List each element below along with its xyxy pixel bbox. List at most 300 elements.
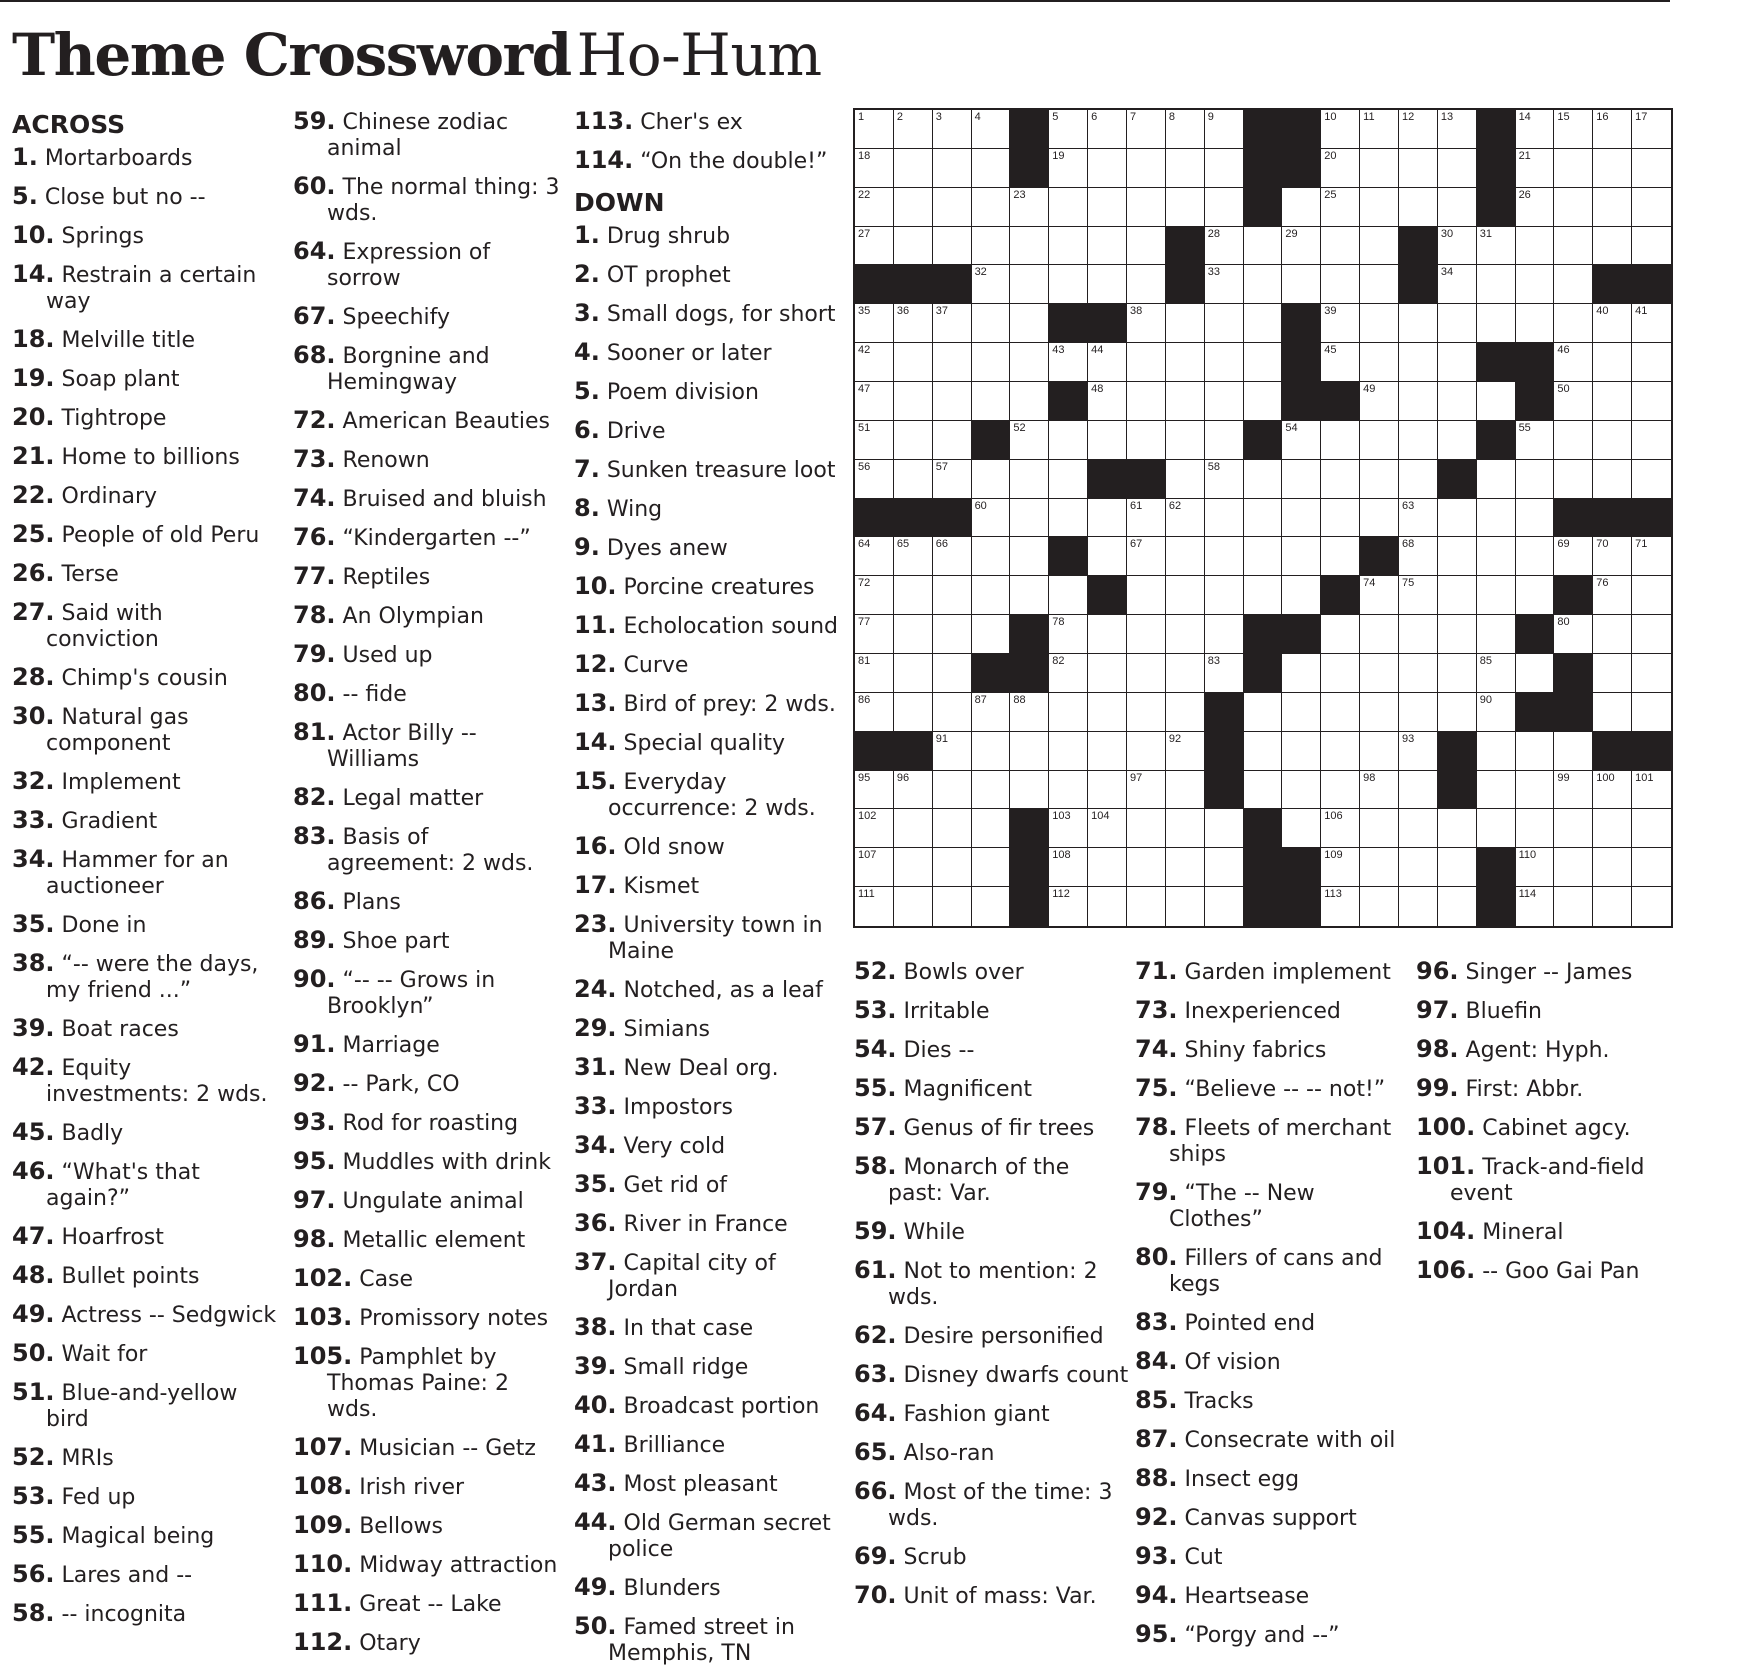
- grid-cell[interactable]: [1593, 343, 1632, 382]
- grid-cell[interactable]: [1360, 771, 1399, 810]
- grid-cell[interactable]: [972, 887, 1011, 926]
- grid-cell[interactable]: [1205, 537, 1244, 576]
- grid-cell[interactable]: [1010, 499, 1049, 538]
- grid-cell[interactable]: [1554, 732, 1593, 771]
- grid-cell[interactable]: [1127, 615, 1166, 654]
- grid-cell[interactable]: [1593, 304, 1632, 343]
- grid-cell[interactable]: [1438, 887, 1477, 926]
- grid-cell[interactable]: [1477, 693, 1516, 732]
- grid-cell[interactable]: [1205, 421, 1244, 460]
- grid-cell[interactable]: [1205, 848, 1244, 887]
- grid-cell[interactable]: [1593, 382, 1632, 421]
- grid-cell[interactable]: [1477, 654, 1516, 693]
- grid-cell[interactable]: [933, 227, 972, 266]
- grid-cell[interactable]: [1166, 343, 1205, 382]
- grid-cell[interactable]: [1399, 654, 1438, 693]
- grid-cell[interactable]: [972, 188, 1011, 227]
- grid-cell[interactable]: [855, 537, 894, 576]
- grid-cell[interactable]: [1244, 265, 1283, 304]
- grid-cell[interactable]: [1360, 110, 1399, 149]
- grid-cell[interactable]: [1166, 771, 1205, 810]
- grid-cell[interactable]: [1166, 304, 1205, 343]
- grid-cell[interactable]: [1360, 460, 1399, 499]
- grid-cell[interactable]: [1166, 382, 1205, 421]
- grid-cell[interactable]: [894, 848, 933, 887]
- grid-cell[interactable]: [894, 693, 933, 732]
- grid-cell[interactable]: [1554, 848, 1593, 887]
- grid-cell[interactable]: [1166, 188, 1205, 227]
- grid-cell[interactable]: [1593, 576, 1632, 615]
- grid-cell[interactable]: [1516, 227, 1555, 266]
- grid-cell[interactable]: [1399, 460, 1438, 499]
- grid-cell[interactable]: [1516, 848, 1555, 887]
- grid-cell[interactable]: [972, 848, 1011, 887]
- grid-cell[interactable]: [1593, 421, 1632, 460]
- grid-cell[interactable]: [1321, 110, 1360, 149]
- grid-cell[interactable]: [1399, 110, 1438, 149]
- grid-cell[interactable]: [1477, 732, 1516, 771]
- grid-cell[interactable]: [1244, 499, 1283, 538]
- grid-cell[interactable]: [1010, 421, 1049, 460]
- grid-cell[interactable]: [1438, 615, 1477, 654]
- grid-cell[interactable]: [1360, 382, 1399, 421]
- grid-cell[interactable]: [855, 809, 894, 848]
- grid-cell[interactable]: [1554, 343, 1593, 382]
- grid-cell[interactable]: [1593, 809, 1632, 848]
- grid-cell[interactable]: [894, 304, 933, 343]
- grid-cell[interactable]: [1516, 188, 1555, 227]
- grid-cell[interactable]: [1049, 693, 1088, 732]
- grid-cell[interactable]: [1477, 537, 1516, 576]
- grid-cell[interactable]: [1010, 576, 1049, 615]
- grid-cell[interactable]: [933, 304, 972, 343]
- grid-cell[interactable]: [1127, 693, 1166, 732]
- grid-cell[interactable]: [972, 732, 1011, 771]
- grid-cell[interactable]: [1282, 537, 1321, 576]
- grid-cell[interactable]: [1477, 227, 1516, 266]
- grid-cell[interactable]: [1127, 809, 1166, 848]
- grid-cell[interactable]: [1166, 576, 1205, 615]
- grid-cell[interactable]: [1321, 654, 1360, 693]
- grid-cell[interactable]: [933, 188, 972, 227]
- grid-cell[interactable]: [1593, 771, 1632, 810]
- grid-cell[interactable]: [1321, 188, 1360, 227]
- grid-cell[interactable]: [1438, 537, 1477, 576]
- grid-cell[interactable]: [933, 771, 972, 810]
- grid-cell[interactable]: [1205, 343, 1244, 382]
- grid-cell[interactable]: [972, 304, 1011, 343]
- grid-cell[interactable]: [1438, 693, 1477, 732]
- grid-cell[interactable]: [1399, 537, 1438, 576]
- grid-cell[interactable]: [1438, 343, 1477, 382]
- grid-cell[interactable]: [894, 188, 933, 227]
- grid-cell[interactable]: [1088, 848, 1127, 887]
- grid-cell[interactable]: [1399, 576, 1438, 615]
- grid-cell[interactable]: [1088, 343, 1127, 382]
- grid-cell[interactable]: [1088, 732, 1127, 771]
- grid-cell[interactable]: [855, 188, 894, 227]
- grid-cell[interactable]: [1632, 654, 1671, 693]
- grid-cell[interactable]: [1282, 809, 1321, 848]
- grid-cell[interactable]: [1438, 149, 1477, 188]
- grid-cell[interactable]: [1321, 732, 1360, 771]
- grid-cell[interactable]: [1360, 887, 1399, 926]
- grid-cell[interactable]: [1360, 188, 1399, 227]
- grid-cell[interactable]: [972, 460, 1011, 499]
- grid-cell[interactable]: [1321, 265, 1360, 304]
- grid-cell[interactable]: [1205, 227, 1244, 266]
- grid-cell[interactable]: [1516, 887, 1555, 926]
- grid-cell[interactable]: [1360, 265, 1399, 304]
- grid-cell[interactable]: [894, 771, 933, 810]
- grid-cell[interactable]: [1127, 732, 1166, 771]
- grid-cell[interactable]: [1477, 771, 1516, 810]
- grid-cell[interactable]: [1360, 421, 1399, 460]
- grid-cell[interactable]: [1438, 382, 1477, 421]
- grid-cell[interactable]: [1205, 654, 1244, 693]
- grid-cell[interactable]: [1049, 654, 1088, 693]
- grid-cell[interactable]: [1632, 809, 1671, 848]
- grid-cell[interactable]: [855, 149, 894, 188]
- grid-cell[interactable]: [1321, 149, 1360, 188]
- grid-cell[interactable]: [1127, 227, 1166, 266]
- grid-cell[interactable]: [1632, 149, 1671, 188]
- grid-cell[interactable]: [1321, 421, 1360, 460]
- grid-cell[interactable]: [1205, 615, 1244, 654]
- grid-cell[interactable]: [1477, 265, 1516, 304]
- grid-cell[interactable]: [1516, 732, 1555, 771]
- grid-cell[interactable]: [894, 343, 933, 382]
- grid-cell[interactable]: [1554, 809, 1593, 848]
- grid-cell[interactable]: [1360, 809, 1399, 848]
- grid-cell[interactable]: [1244, 771, 1283, 810]
- grid-cell[interactable]: [1049, 265, 1088, 304]
- grid-cell[interactable]: [933, 537, 972, 576]
- grid-cell[interactable]: [972, 809, 1011, 848]
- grid-cell[interactable]: [894, 110, 933, 149]
- grid-cell[interactable]: [1516, 771, 1555, 810]
- grid-cell[interactable]: [1088, 537, 1127, 576]
- grid-cell[interactable]: [894, 615, 933, 654]
- grid-cell[interactable]: [1010, 460, 1049, 499]
- grid-cell[interactable]: [1593, 460, 1632, 499]
- grid-cell[interactable]: [1399, 304, 1438, 343]
- grid-cell[interactable]: [1360, 848, 1399, 887]
- grid-cell[interactable]: [1166, 110, 1205, 149]
- grid-cell[interactable]: [1049, 771, 1088, 810]
- grid-cell[interactable]: [1282, 227, 1321, 266]
- grid-cell[interactable]: [933, 732, 972, 771]
- grid-cell[interactable]: [855, 576, 894, 615]
- grid-cell[interactable]: [855, 110, 894, 149]
- grid-cell[interactable]: [1399, 421, 1438, 460]
- grid-cell[interactable]: [1244, 576, 1283, 615]
- grid-cell[interactable]: [1321, 304, 1360, 343]
- grid-cell[interactable]: [1127, 771, 1166, 810]
- grid-cell[interactable]: [1516, 576, 1555, 615]
- grid-cell[interactable]: [1554, 110, 1593, 149]
- grid-cell[interactable]: [933, 809, 972, 848]
- grid-cell[interactable]: [1321, 499, 1360, 538]
- grid-cell[interactable]: [972, 771, 1011, 810]
- grid-cell[interactable]: [1554, 265, 1593, 304]
- grid-cell[interactable]: [1127, 499, 1166, 538]
- grid-cell[interactable]: [1438, 265, 1477, 304]
- grid-cell[interactable]: [1166, 499, 1205, 538]
- grid-cell[interactable]: [1516, 265, 1555, 304]
- grid-cell[interactable]: [855, 693, 894, 732]
- crossword-grid[interactable]: [853, 108, 1673, 928]
- grid-cell[interactable]: [1516, 499, 1555, 538]
- grid-cell[interactable]: [1477, 809, 1516, 848]
- grid-cell[interactable]: [1399, 615, 1438, 654]
- grid-cell[interactable]: [855, 227, 894, 266]
- grid-cell[interactable]: [1632, 343, 1671, 382]
- grid-cell[interactable]: [1516, 460, 1555, 499]
- grid-cell[interactable]: [1049, 615, 1088, 654]
- grid-cell[interactable]: [1554, 227, 1593, 266]
- grid-cell[interactable]: [1321, 343, 1360, 382]
- grid-cell[interactable]: [1438, 110, 1477, 149]
- grid-cell[interactable]: [1049, 576, 1088, 615]
- grid-cell[interactable]: [1632, 615, 1671, 654]
- grid-cell[interactable]: [1554, 421, 1593, 460]
- grid-cell[interactable]: [1477, 304, 1516, 343]
- grid-cell[interactable]: [1127, 149, 1166, 188]
- grid-cell[interactable]: [1438, 809, 1477, 848]
- grid-cell[interactable]: [1399, 382, 1438, 421]
- grid-cell[interactable]: [1282, 654, 1321, 693]
- grid-cell[interactable]: [1010, 382, 1049, 421]
- grid-cell[interactable]: [1516, 110, 1555, 149]
- grid-cell[interactable]: [1438, 499, 1477, 538]
- grid-cell[interactable]: [1360, 499, 1399, 538]
- grid-cell[interactable]: [972, 382, 1011, 421]
- grid-cell[interactable]: [1010, 304, 1049, 343]
- grid-cell[interactable]: [1205, 809, 1244, 848]
- grid-cell[interactable]: [933, 343, 972, 382]
- grid-cell[interactable]: [1049, 887, 1088, 926]
- grid-cell[interactable]: [1399, 149, 1438, 188]
- grid-cell[interactable]: [1593, 188, 1632, 227]
- grid-cell[interactable]: [1010, 771, 1049, 810]
- grid-cell[interactable]: [1205, 382, 1244, 421]
- grid-cell[interactable]: [1632, 887, 1671, 926]
- grid-cell[interactable]: [1088, 265, 1127, 304]
- grid-cell[interactable]: [1282, 265, 1321, 304]
- grid-cell[interactable]: [1477, 382, 1516, 421]
- grid-cell[interactable]: [1127, 537, 1166, 576]
- grid-cell[interactable]: [1166, 848, 1205, 887]
- grid-cell[interactable]: [1360, 576, 1399, 615]
- grid-cell[interactable]: [1399, 809, 1438, 848]
- grid-cell[interactable]: [1554, 615, 1593, 654]
- grid-cell[interactable]: [1321, 693, 1360, 732]
- grid-cell[interactable]: [1360, 227, 1399, 266]
- grid-cell[interactable]: [1088, 771, 1127, 810]
- grid-cell[interactable]: [1205, 110, 1244, 149]
- grid-cell[interactable]: [972, 615, 1011, 654]
- grid-cell[interactable]: [1088, 499, 1127, 538]
- grid-cell[interactable]: [1438, 848, 1477, 887]
- grid-cell[interactable]: [933, 887, 972, 926]
- grid-cell[interactable]: [1554, 771, 1593, 810]
- grid-cell[interactable]: [1166, 887, 1205, 926]
- grid-cell[interactable]: [1321, 460, 1360, 499]
- grid-cell[interactable]: [1205, 499, 1244, 538]
- grid-cell[interactable]: [1321, 809, 1360, 848]
- grid-cell[interactable]: [1244, 304, 1283, 343]
- grid-cell[interactable]: [1360, 304, 1399, 343]
- grid-cell[interactable]: [1593, 537, 1632, 576]
- grid-cell[interactable]: [1360, 149, 1399, 188]
- grid-cell[interactable]: [1088, 421, 1127, 460]
- grid-cell[interactable]: [1360, 343, 1399, 382]
- grid-cell[interactable]: [933, 693, 972, 732]
- grid-cell[interactable]: [1593, 149, 1632, 188]
- grid-cell[interactable]: [1127, 188, 1166, 227]
- grid-cell[interactable]: [1438, 304, 1477, 343]
- grid-cell[interactable]: [894, 654, 933, 693]
- grid-cell[interactable]: [1632, 848, 1671, 887]
- grid-cell[interactable]: [1049, 343, 1088, 382]
- grid-cell[interactable]: [894, 576, 933, 615]
- grid-cell[interactable]: [1554, 382, 1593, 421]
- grid-cell[interactable]: [1438, 227, 1477, 266]
- grid-cell[interactable]: [1282, 188, 1321, 227]
- grid-cell[interactable]: [1010, 265, 1049, 304]
- grid-cell[interactable]: [933, 149, 972, 188]
- grid-cell[interactable]: [972, 693, 1011, 732]
- grid-cell[interactable]: [1049, 809, 1088, 848]
- grid-cell[interactable]: [1205, 304, 1244, 343]
- grid-cell[interactable]: [1049, 460, 1088, 499]
- grid-cell[interactable]: [1516, 304, 1555, 343]
- grid-cell[interactable]: [1632, 304, 1671, 343]
- grid-cell[interactable]: [1010, 343, 1049, 382]
- grid-cell[interactable]: [855, 421, 894, 460]
- grid-cell[interactable]: [894, 227, 933, 266]
- grid-cell[interactable]: [933, 654, 972, 693]
- grid-cell[interactable]: [1127, 265, 1166, 304]
- grid-cell[interactable]: [855, 343, 894, 382]
- grid-cell[interactable]: [1516, 809, 1555, 848]
- grid-cell[interactable]: [1088, 654, 1127, 693]
- grid-cell[interactable]: [1205, 149, 1244, 188]
- grid-cell[interactable]: [1516, 149, 1555, 188]
- grid-cell[interactable]: [1399, 771, 1438, 810]
- grid-cell[interactable]: [1049, 188, 1088, 227]
- grid-cell[interactable]: [1205, 265, 1244, 304]
- grid-cell[interactable]: [972, 537, 1011, 576]
- grid-cell[interactable]: [1360, 732, 1399, 771]
- grid-cell[interactable]: [1593, 227, 1632, 266]
- grid-cell[interactable]: [1049, 421, 1088, 460]
- grid-cell[interactable]: [894, 887, 933, 926]
- grid-cell[interactable]: [855, 771, 894, 810]
- grid-cell[interactable]: [933, 460, 972, 499]
- grid-cell[interactable]: [1399, 693, 1438, 732]
- grid-cell[interactable]: [972, 499, 1011, 538]
- grid-cell[interactable]: [933, 615, 972, 654]
- grid-cell[interactable]: [1399, 848, 1438, 887]
- grid-cell[interactable]: [1282, 421, 1321, 460]
- grid-cell[interactable]: [1166, 654, 1205, 693]
- grid-cell[interactable]: [1010, 537, 1049, 576]
- grid-cell[interactable]: [1282, 576, 1321, 615]
- grid-cell[interactable]: [1127, 654, 1166, 693]
- grid-cell[interactable]: [1127, 887, 1166, 926]
- grid-cell[interactable]: [855, 615, 894, 654]
- grid-cell[interactable]: [1554, 887, 1593, 926]
- grid-cell[interactable]: [855, 304, 894, 343]
- grid-cell[interactable]: [1593, 654, 1632, 693]
- grid-cell[interactable]: [1593, 615, 1632, 654]
- grid-cell[interactable]: [1088, 693, 1127, 732]
- grid-cell[interactable]: [1632, 576, 1671, 615]
- grid-cell[interactable]: [1166, 615, 1205, 654]
- grid-cell[interactable]: [1321, 227, 1360, 266]
- grid-cell[interactable]: [1399, 188, 1438, 227]
- grid-cell[interactable]: [1360, 615, 1399, 654]
- grid-cell[interactable]: [1632, 227, 1671, 266]
- grid-cell[interactable]: [972, 576, 1011, 615]
- grid-cell[interactable]: [1360, 693, 1399, 732]
- grid-cell[interactable]: [1593, 693, 1632, 732]
- grid-cell[interactable]: [1127, 848, 1166, 887]
- grid-cell[interactable]: [972, 149, 1011, 188]
- grid-cell[interactable]: [1360, 654, 1399, 693]
- grid-cell[interactable]: [1088, 887, 1127, 926]
- grid-cell[interactable]: [1399, 887, 1438, 926]
- grid-cell[interactable]: [1438, 188, 1477, 227]
- grid-cell[interactable]: [1632, 537, 1671, 576]
- grid-cell[interactable]: [1127, 110, 1166, 149]
- grid-cell[interactable]: [1010, 693, 1049, 732]
- grid-cell[interactable]: [1593, 110, 1632, 149]
- grid-cell[interactable]: [1049, 110, 1088, 149]
- grid-cell[interactable]: [1282, 732, 1321, 771]
- grid-cell[interactable]: [894, 809, 933, 848]
- grid-cell[interactable]: [972, 110, 1011, 149]
- grid-cell[interactable]: [1399, 499, 1438, 538]
- grid-cell[interactable]: [1127, 343, 1166, 382]
- grid-cell[interactable]: [1088, 110, 1127, 149]
- grid-cell[interactable]: [1244, 537, 1283, 576]
- grid-cell[interactable]: [1127, 576, 1166, 615]
- grid-cell[interactable]: [1049, 732, 1088, 771]
- grid-cell[interactable]: [1088, 382, 1127, 421]
- grid-cell[interactable]: [1321, 848, 1360, 887]
- grid-cell[interactable]: [1282, 460, 1321, 499]
- grid-cell[interactable]: [1632, 460, 1671, 499]
- grid-cell[interactable]: [894, 382, 933, 421]
- grid-cell[interactable]: [1632, 421, 1671, 460]
- grid-cell[interactable]: [1554, 537, 1593, 576]
- grid-cell[interactable]: [1477, 499, 1516, 538]
- grid-cell[interactable]: [1632, 382, 1671, 421]
- grid-cell[interactable]: [1593, 848, 1632, 887]
- grid-cell[interactable]: [1010, 227, 1049, 266]
- grid-cell[interactable]: [1632, 188, 1671, 227]
- grid-cell[interactable]: [1244, 693, 1283, 732]
- grid-cell[interactable]: [1166, 460, 1205, 499]
- grid-cell[interactable]: [1088, 149, 1127, 188]
- grid-cell[interactable]: [894, 421, 933, 460]
- grid-cell[interactable]: [933, 382, 972, 421]
- grid-cell[interactable]: [1166, 149, 1205, 188]
- grid-cell[interactable]: [1321, 771, 1360, 810]
